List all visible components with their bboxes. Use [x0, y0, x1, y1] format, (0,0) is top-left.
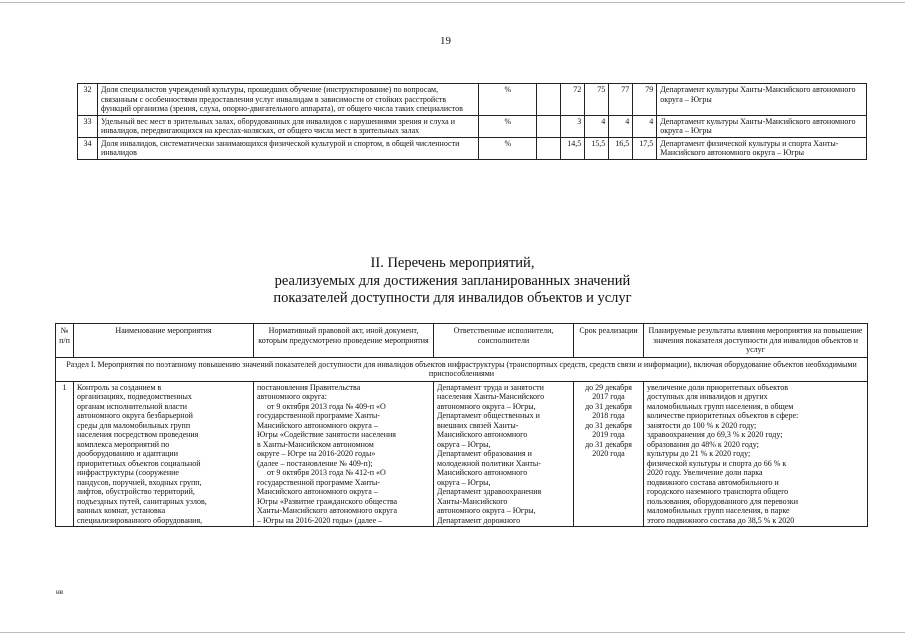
row-term [574, 381, 644, 527]
cell-line: населения Ханты-Мансийского [437, 392, 545, 401]
cell-line: автономного округа – Югры, [437, 506, 536, 515]
footer-mark: нв [56, 588, 64, 596]
indicator-unit: % [479, 115, 537, 137]
table-row [78, 115, 867, 137]
section-row [56, 357, 868, 381]
indicator-v4: 4 [609, 115, 633, 137]
cell-line: доступных для инвалидов и других [647, 392, 768, 401]
cell-line: Ханты-Мансийского [437, 496, 508, 506]
cell-line: образования до 48% к 2020 году; [647, 439, 759, 449]
header-result: Планируемые результаты влияния мероприятия на повышение значения показателя доступности для инвалидов объектов и услуг [644, 324, 868, 358]
header-resp: Ответственные исполнители, соисполнители [434, 324, 574, 358]
cell-line: автономного округа безбарьерной [77, 411, 193, 420]
cell-line: 2020 года [592, 449, 625, 458]
cell-line: Департамент общественных и [437, 411, 540, 420]
cell-line: количестве приоритетных объектов в сфере: [647, 411, 799, 420]
cell-line: подвижного состава автомобильного и [647, 477, 779, 487]
cell-line: молодежной политики Ханты- [437, 458, 541, 468]
cell-line: лифтов, обустройство территорий, [77, 487, 195, 496]
cell-line: пандусов, поручней, входных групп, [77, 477, 202, 487]
cell-line: населения посредством проведения [77, 430, 199, 439]
cell-line: (далее – постановление № 409-п); [257, 458, 373, 468]
header-act: Нормативный правовой акт, иной документ, которым предусмотрено проведение мероприятия [254, 324, 434, 358]
indicator-v1 [537, 115, 561, 137]
indicator-v2: 72 [561, 84, 585, 116]
bottom-scan-line [0, 632, 905, 633]
cell-line: физической культуры и спорта до 66 % к [647, 458, 787, 468]
indicator-unit: % [479, 84, 537, 116]
row-resp [434, 381, 574, 527]
header-name: Наименование мероприятия [74, 324, 254, 358]
row-result [644, 381, 868, 527]
indicator-resp: Департамент культуры Ханты-Мансийского автономного округа – Югры [657, 115, 867, 137]
cell-line: Мансийского автономного [437, 468, 528, 477]
indicator-text: Доля специалистов учреждений культуры, прошедших обучение (инструктирование) по вопросам, связанным с особенностями предоставления услуг инвалидам в зависимости от стойких расстройств функций организма (зрения, слуха, опорно-двигательного аппарата), от общего числа таких специалистов [97, 84, 478, 116]
table-row [56, 381, 868, 527]
cell-line: Контроль за созданием в [77, 382, 162, 392]
indicator-v3: 15,5 [585, 137, 609, 159]
row-name [74, 381, 254, 527]
indicator-resp: Департамент культуры Ханты-Мансийского автономного округа – Югры [657, 84, 867, 116]
cell-line: этого подвижного состава до 38,5 % к 2020 [647, 515, 795, 525]
row-num: 1 [56, 381, 74, 527]
indicator-text: Удельный вес мест в зрительных залах, оборудованных для инвалидов с нарушениями зрения и слуха и инвалидов, передвигающихся на креслах-колясках, от общего числа мест в зрительных залах [97, 115, 478, 137]
cell-line: среды для маломобильных групп [77, 420, 191, 430]
cell-line: автономного округа: [257, 392, 327, 401]
row-act [254, 381, 434, 527]
cell-line: постановления Правительства [257, 382, 361, 392]
cell-line: 2018 года [592, 411, 625, 420]
section-title-line-1: II. Перечень мероприятий, [370, 255, 535, 271]
indicator-v5: 79 [633, 84, 657, 116]
cell-line: приоритетных объектов социальной [77, 458, 201, 468]
indicator-v5: 4 [633, 115, 657, 137]
page-number: 19 [440, 35, 451, 47]
cell-line: организациях, подведомственных [77, 392, 192, 401]
cell-line: автономного округа – Югры, [437, 401, 536, 411]
top-scan-line [0, 2, 905, 3]
cell-line: 2017 года [592, 392, 625, 401]
cell-line: подъездных путей, санитарных узлов, [77, 496, 207, 506]
cell-line: Мансийского автономного округа – [257, 487, 378, 496]
cell-line: увеличение доли приоритетных объектов [647, 382, 789, 392]
cell-line: маломобильных групп населения, в общем [647, 401, 794, 411]
indicator-v1 [537, 137, 561, 159]
indicator-v1 [537, 84, 561, 116]
cell-line: до 31 декабря [585, 420, 632, 430]
header-term: Срок реализации [574, 324, 644, 358]
indicator-num: 32 [78, 84, 98, 116]
section-title [0, 255, 905, 308]
cell-line: здравоохранения до 69,3 % к 2020 году; [647, 430, 783, 439]
cell-line: Мансийского автономного [437, 430, 528, 439]
cell-line: Департамент образования и [437, 449, 532, 458]
cell-line: от 9 октября 2013 года № 409-п «О [267, 401, 386, 411]
cell-line: от 9 октября 2013 года № 412-п «О [267, 468, 386, 477]
measures-table [55, 323, 868, 527]
cell-line: занятости до 100 % к 2020 году; [647, 420, 757, 430]
indicator-v5: 17,5 [633, 137, 657, 159]
cell-line: городского наземного транспорта общего [647, 487, 789, 496]
section-title-line-3: показателей доступности для инвалидов объектов и услуг [273, 290, 632, 306]
table-row [78, 84, 867, 116]
section-row-text: Раздел I. Мероприятия по поэтапному повышению значений показателей доступности для инвалидов объектов инфраструктуры (транспортных средств, средств связи и информации), включая оборудование объектов необходимыми приспособлениями [56, 357, 868, 381]
indicator-v4: 16,5 [609, 137, 633, 159]
header-row [56, 324, 868, 358]
cell-line: Департамент дорожного [437, 515, 521, 525]
indicator-v2: 14,5 [561, 137, 585, 159]
cell-line: Департамент труда и занятости [437, 382, 544, 392]
cell-line: культуры до 21 % к 2020 году; [647, 449, 751, 458]
table-row [78, 137, 867, 159]
cell-line: округе – Югре на 2016-2020 годы» [257, 449, 376, 458]
cell-line: пользования, оборудованного для перевозки [647, 496, 798, 506]
section-title-line-2: реализуемых для достижения запланированных значений [274, 272, 631, 289]
cell-line: Ханты-Мансийского автономного округа [257, 506, 398, 515]
cell-line: Югры «Содействие занятости населения [257, 430, 396, 439]
cell-line: государственной программе Ханты- [257, 477, 380, 487]
indicator-resp: Департамент физической культуры и спорта Ханты-Мансийского автономного округа – Югры [657, 137, 867, 159]
cell-line: округа – Югры, [437, 439, 491, 449]
cell-line: Югры «Развитие гражданского общества [257, 496, 398, 506]
cell-line: 2020 году. Увеличение доли парка [647, 468, 763, 477]
cell-line: комплекса мероприятий по [77, 439, 170, 449]
cell-line: инфраструктуры (сооружение [77, 468, 179, 477]
cell-line: до 31 декабря [585, 401, 632, 411]
indicator-text: Доля инвалидов, систематически занимающихся физической культурой и спортом, в общей численности инвалидов [97, 137, 478, 159]
indicator-v4: 77 [609, 84, 633, 116]
indicator-v3: 75 [585, 84, 609, 116]
header-num: № п/п [56, 324, 74, 358]
cell-line: до 29 декабря [585, 382, 632, 392]
cell-line: государственной программе Ханты- [257, 411, 380, 420]
cell-line: Департамент здравоохранения [437, 487, 542, 496]
cell-line: внешних связей Ханты- [437, 420, 519, 430]
indicator-v3: 4 [585, 115, 609, 137]
indicator-num: 33 [78, 115, 98, 137]
cell-line: – Югры на 2016-2020 годы» (далее – [257, 515, 383, 525]
cell-line: маломобильных групп населения, в парке [647, 506, 790, 515]
cell-line: специализированного оборудования, [77, 515, 203, 525]
cell-line: Мансийского автономного округа – [257, 420, 378, 430]
indicator-num: 34 [78, 137, 98, 159]
cell-line: ванных комнат, установка [77, 506, 166, 515]
indicator-unit: % [479, 137, 537, 159]
indicator-v2: 3 [561, 115, 585, 137]
cell-line: органам исполнительной власти [77, 401, 188, 411]
cell-line: округа – Югры, [437, 477, 491, 487]
cell-line: в Ханты-Мансийском автономном [257, 439, 374, 449]
indicators-table [77, 83, 867, 160]
cell-line: до 31 декабря [585, 439, 632, 449]
cell-line: 2019 года [592, 430, 625, 439]
cell-line: дооборудованию и адаптации [77, 449, 178, 458]
